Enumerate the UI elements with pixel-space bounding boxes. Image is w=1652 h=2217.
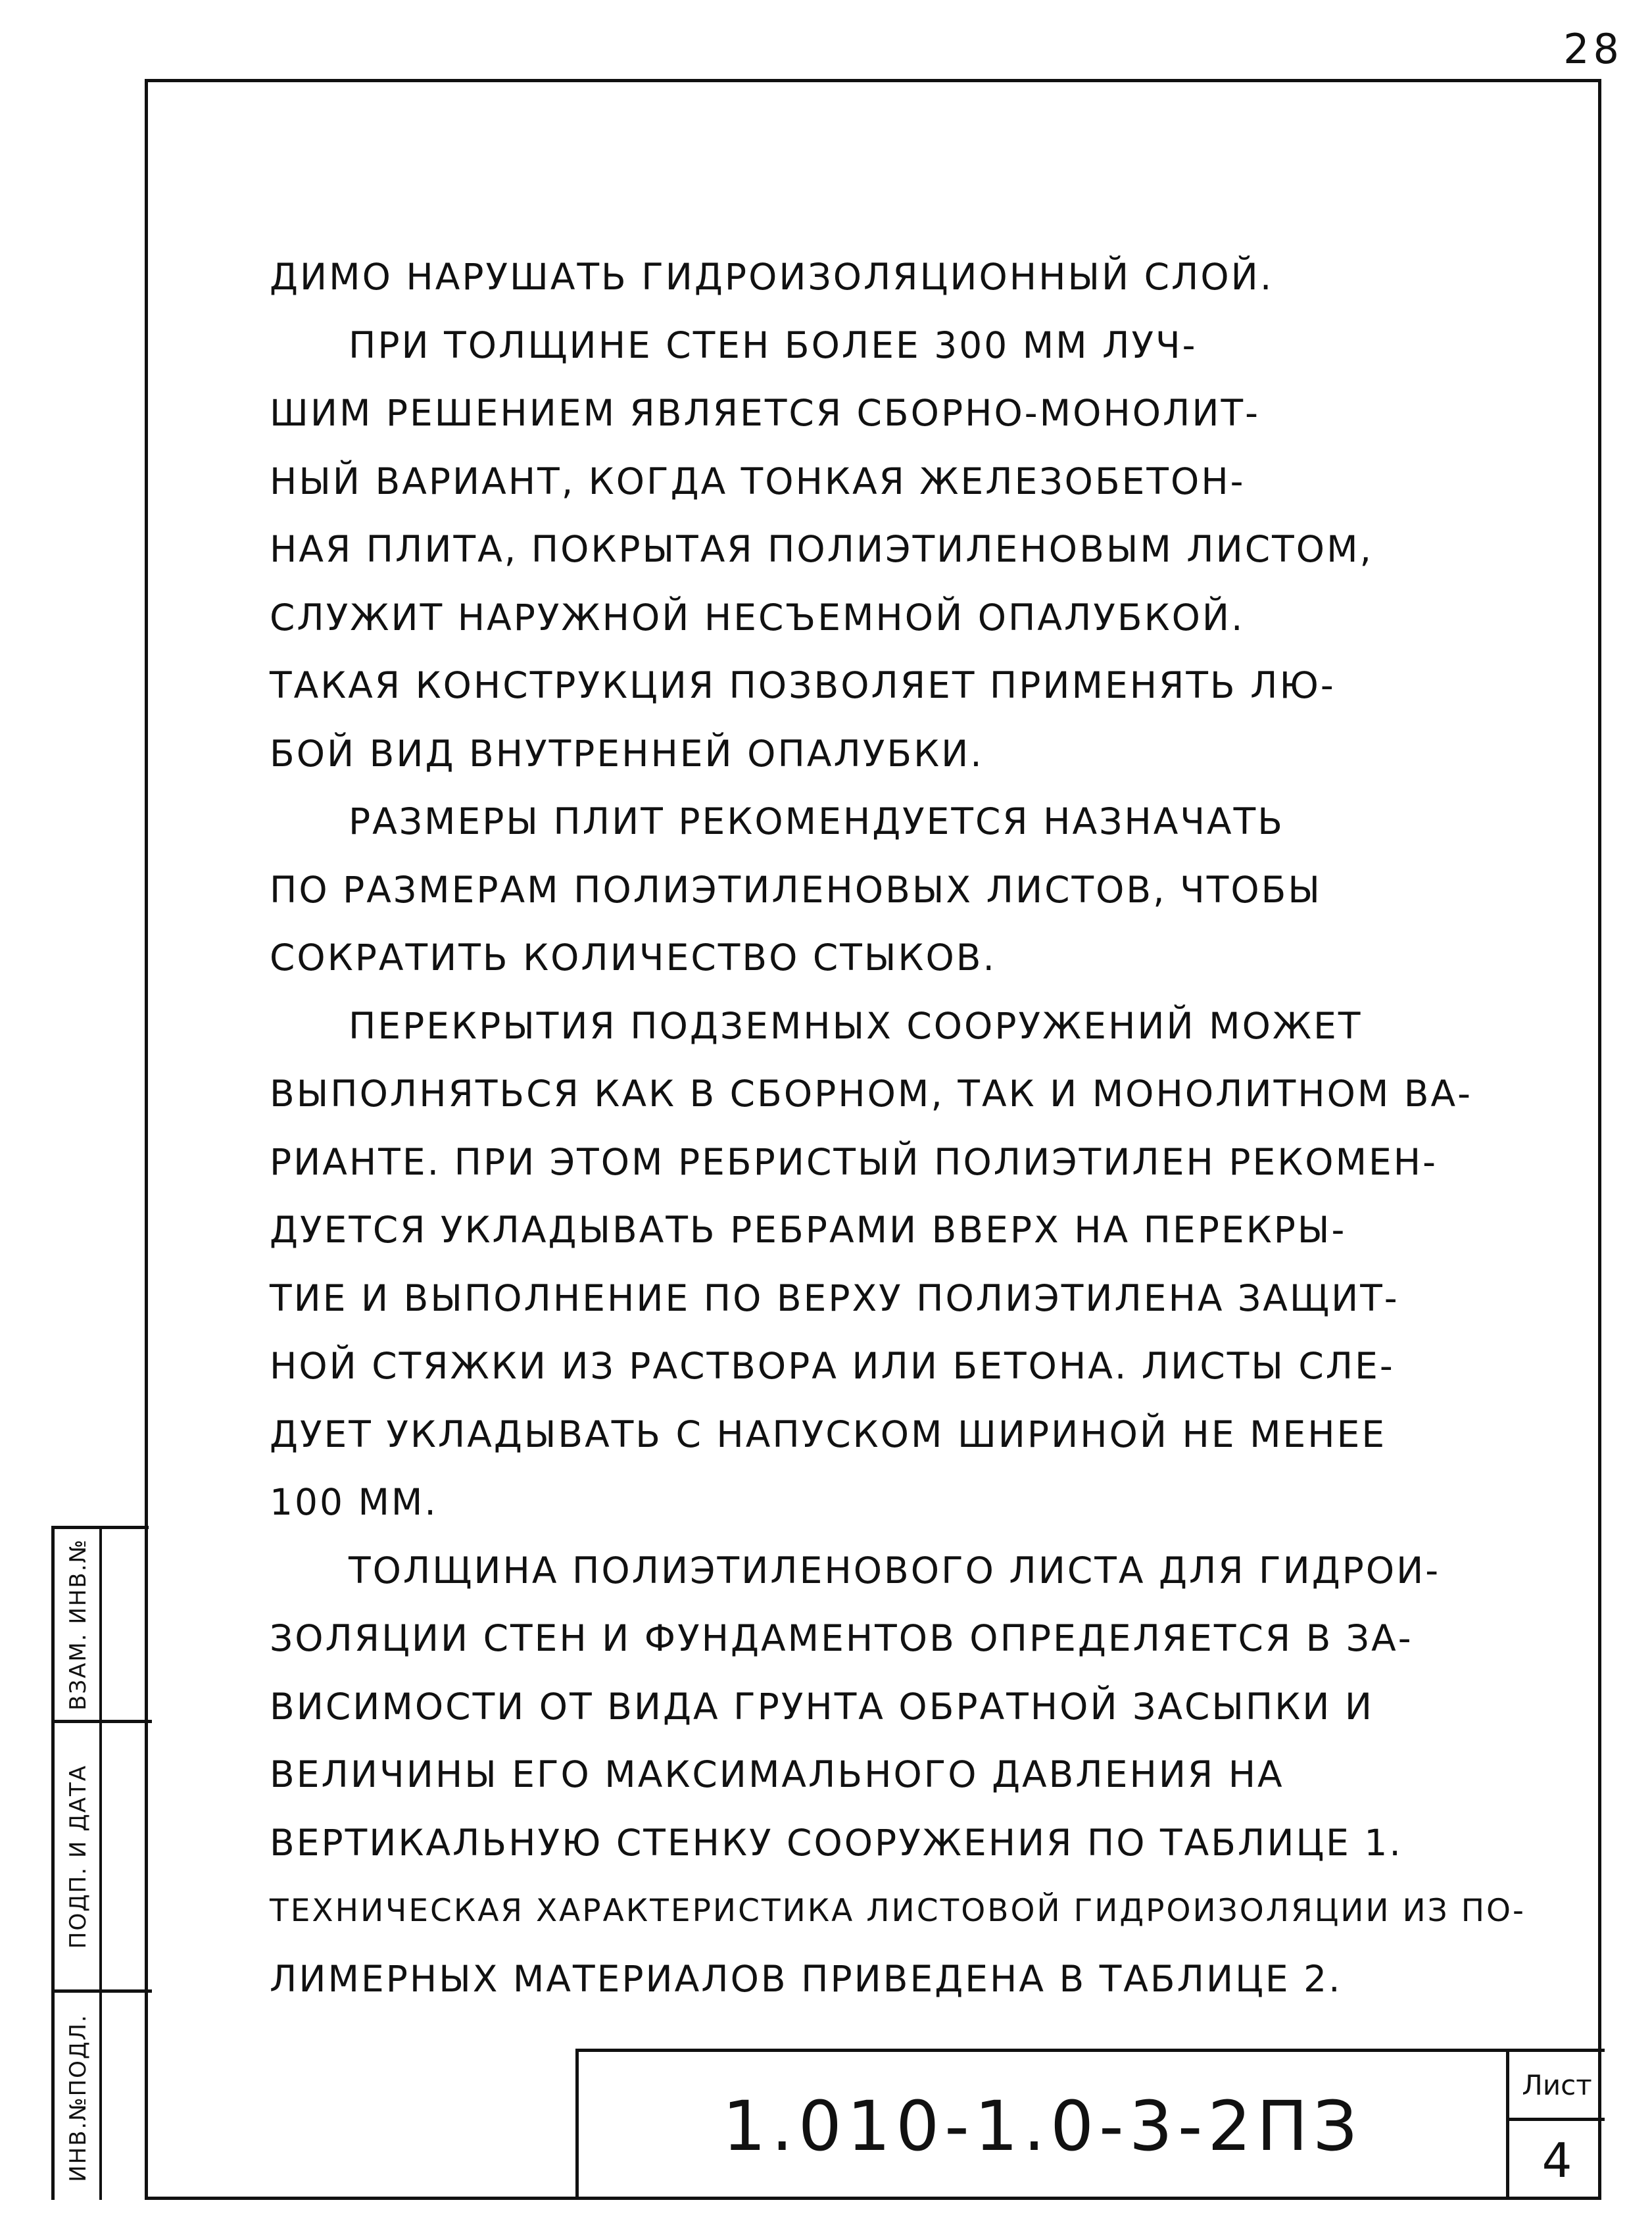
paragraph-4 (270, 992, 1519, 1537)
text-line: 100 ММ. (270, 1481, 438, 1523)
text-line: БОЙ ВИД ВНУТРЕННЕЙ ОПАЛУБКИ. (270, 732, 984, 775)
paragraph-3 (270, 788, 1519, 992)
text-line: ВИСИМОСТИ ОТ ВИДА ГРУНТА ОБРАТНОЙ ЗАСЫПКИ И (270, 1685, 1374, 1728)
text-line: НЫЙ ВАРИАНТ, КОГДА ТОНКАЯ ЖЕЛЕЗОБЕТОН- (270, 460, 1246, 502)
text-line: СЛУЖИТ НАРУЖНОЙ НЕСЪЕМНОЙ ОПАЛУБКОЙ. (270, 596, 1245, 639)
sheet-number: 4 (1542, 2133, 1572, 2188)
body-text (270, 243, 1526, 2013)
signature-date-label: ПОДП. И ДАТА (65, 1764, 92, 1949)
replacement-inventory-label: ВЗАМ. ИНВ.№ (65, 1538, 92, 1711)
paragraph-1 (270, 243, 1519, 312)
sheet-label: Лист (1509, 2052, 1605, 2121)
text-line: ТОЛЩИНА ПОЛИЭТИЛЕНОВОГО ЛИСТА ДЛЯ ГИДРОИ- (349, 1549, 1441, 1592)
text-line: ДУЕТ УКЛАДЫВАТЬ С НАПУСКОМ ШИРИНОЙ НЕ МЕНЕЕ (270, 1413, 1387, 1455)
text-line: ПЕРЕКРЫТИЯ ПОДЗЕМНЫХ СООРУЖЕНИЙ МОЖЕТ (349, 1004, 1363, 1047)
text-line: РАЗМЕРЫ ПЛИТ РЕКОМЕНДУЕТСЯ НАЗНАЧАТЬ (349, 800, 1285, 842)
text-line: ВЕРТИКАЛЬНУЮ СТЕНКУ СООРУЖЕНИЯ ПО ТАБЛИЦЕ 1. (270, 1821, 1403, 1864)
text-line: ТЕХНИЧЕСКАЯ ХАРАКТЕРИСТИКА ЛИСТОВОЙ ГИДРОИЗОЛЯЦИИ ИЗ ПО- (270, 1893, 1526, 1929)
text-line: СОКРАТИТЬ КОЛИЧЕСТВО СТЫКОВ. (270, 937, 996, 979)
text-line: РИАНТЕ. ПРИ ЭТОМ РЕБРИСТЫЙ ПОЛИЭТИЛЕН РЕКОМЕН- (270, 1140, 1438, 1183)
text-line: НОЙ СТЯЖКИ ИЗ РАСТВОРА ИЛИ БЕТОНА. ЛИСТЫ СЛЕ- (270, 1345, 1395, 1387)
text-line: НАЯ ПЛИТА, ПОКРЫТАЯ ПОЛИЭТИЛЕНОВЫМ ЛИСТОМ, (270, 528, 1374, 570)
title-block (575, 2049, 1605, 2200)
text-line: ЗОЛЯЦИИ СТЕН И ФУНДАМЕНТОВ ОПРЕДЕЛЯЕТСЯ В ЗА- (270, 1617, 1413, 1659)
text-line: ДИМО НАРУШАТЬ ГИДРОИЗОЛЯЦИОННЫЙ СЛОЙ. (270, 256, 1274, 298)
page-number: 28 (1563, 25, 1623, 73)
text-line: ВЫПОЛНЯТЬСЯ КАК В СБОРНОМ, ТАК И МОНОЛИТНОМ ВА- (270, 1073, 1473, 1115)
paragraph-5 (270, 1537, 1526, 2014)
text-line: ПРИ ТОЛЩИНЕ СТЕН БОЛЕЕ 300 ММ ЛУЧ- (349, 324, 1198, 366)
strip-column-divider (99, 1529, 102, 2200)
text-line: ДУЕТСЯ УКЛАДЫВАТЬ РЕБРАМИ ВВЕРХ НА ПЕРЕКРЫ- (270, 1209, 1347, 1251)
document-code: 1.010-1.0-3-2ПЗ (722, 2085, 1363, 2166)
sheet-cell (1506, 2052, 1605, 2200)
text-line: ШИМ РЕШЕНИЕМ ЯВЛЯЕТСЯ СБОРНО-МОНОЛИТ- (270, 392, 1260, 434)
text-line: ПО РАЗМЕРАМ ПОЛИЭТИЛЕНОВЫХ ЛИСТОВ, ЧТОБЫ (270, 868, 1322, 911)
text-line: ВЕЛИЧИНЫ ЕГО МАКСИМАЛЬНОГО ДАВЛЕНИЯ НА (270, 1753, 1284, 1795)
original-inventory-label: ИНВ.№ПОДЛ. (65, 2014, 92, 2182)
approval-strip (51, 1526, 149, 2200)
text-line: ТАКАЯ КОНСТРУКЦИЯ ПОЗВОЛЯЕТ ПРИМЕНЯТЬ ЛЮ- (270, 664, 1336, 706)
text-line: ЛИМЕРНЫХ МАТЕРИАЛОВ ПРИВЕДЕНА В ТАБЛИЦЕ 2. (270, 1957, 1342, 2000)
paragraph-2 (270, 312, 1519, 789)
text-line: ТИЕ И ВЫПОЛНЕНИЕ ПО ВЕРХУ ПОЛИЭТИЛЕНА ЗАЩИТ- (270, 1277, 1399, 1319)
